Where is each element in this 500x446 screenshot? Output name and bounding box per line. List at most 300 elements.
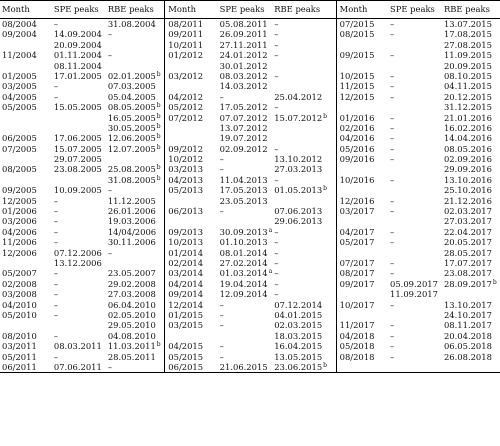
- rbe-peak-cell: [442, 362, 500, 373]
- cell-text: 16.02.2016: [443, 122, 492, 133]
- month-cell: [336, 279, 388, 289]
- cell-text: 11.04.2013: [219, 174, 268, 185]
- rbe-peak-cell: [106, 154, 165, 164]
- cell-text: –: [53, 81, 59, 92]
- spe-peak-cell: [52, 331, 106, 341]
- month-cell: [165, 352, 218, 362]
- cell-text: 15.07.2005: [53, 143, 102, 154]
- month-cell: [336, 216, 388, 226]
- spe-peak-cell: [218, 102, 273, 112]
- cell-text: 11/2017: [339, 320, 375, 331]
- header-rbe-peaks: RBE peaks: [443, 4, 490, 14]
- month-cell: [336, 154, 388, 164]
- month-cell: [0, 144, 52, 154]
- rbe-peak-cell: [106, 19, 165, 30]
- cell-text: –: [53, 351, 59, 362]
- month-cell: [336, 61, 388, 71]
- spe-peak-cell: [52, 196, 106, 206]
- spe-peak-cell: [52, 289, 106, 299]
- table-row: [0, 123, 500, 133]
- cell-text: 23.05.2007: [107, 268, 156, 279]
- table-row: [0, 289, 500, 299]
- cell-text: 07.03.2005: [107, 81, 156, 92]
- month-cell: [165, 227, 218, 237]
- month-cell: [0, 362, 52, 373]
- spe-peak-cell: [388, 300, 442, 310]
- month-cell: [336, 123, 388, 133]
- spe-peak-cell: [388, 164, 442, 174]
- cell-text: –: [390, 154, 395, 165]
- footnote-marker: b: [492, 278, 497, 286]
- month-cell: [336, 320, 388, 330]
- rbe-peak-cell: [106, 268, 165, 278]
- spe-peak-cell: [218, 154, 273, 164]
- month-cell: [0, 113, 52, 123]
- spe-peak-cell: [52, 268, 106, 278]
- month-cell: [336, 237, 388, 247]
- cell-text: –: [219, 341, 224, 352]
- cell-text: 01.05.2013: [274, 185, 323, 196]
- cell-text: –: [390, 19, 395, 29]
- spe-peak-cell: [52, 341, 106, 351]
- cell-text: –: [390, 268, 395, 279]
- table-row: [0, 237, 500, 247]
- month-cell: [165, 40, 218, 50]
- cell-text: –: [274, 50, 279, 61]
- table-row: [0, 175, 500, 185]
- cell-text: –: [107, 50, 113, 61]
- rbe-peak-cell: [106, 227, 165, 237]
- cell-text: –: [390, 237, 395, 248]
- cell-text: 12/2014: [168, 299, 204, 310]
- cell-text: –: [107, 361, 113, 372]
- cell-text: –: [390, 91, 395, 102]
- cell-text: 08.05.2005: [107, 102, 156, 113]
- rbe-peak-cell: [442, 123, 500, 133]
- cell-text: –: [53, 268, 59, 279]
- rbe-peak-cell: [106, 258, 165, 268]
- month-cell: [336, 92, 388, 102]
- cell-text: 27.08.2015: [443, 39, 492, 50]
- cell-text: 08/2004: [2, 19, 37, 29]
- rbe-peak-cell: [272, 310, 336, 320]
- cell-text: –: [274, 143, 279, 154]
- spe-peak-cell: [388, 50, 442, 60]
- cell-text: 17.08.2015: [443, 29, 492, 40]
- cell-text: –: [274, 278, 279, 289]
- table-row: [0, 19, 500, 30]
- month-cell: [336, 352, 388, 362]
- cell-text: 05/2013: [168, 185, 204, 196]
- cell-text: 05.04.2005: [107, 91, 156, 102]
- month-cell: [336, 175, 388, 185]
- cell-text: –: [390, 330, 395, 341]
- month-cell: [165, 300, 218, 310]
- spe-peak-cell: [218, 164, 273, 174]
- rbe-peak-cell: [272, 320, 336, 330]
- table-row: [0, 133, 500, 143]
- cell-text: –: [274, 226, 279, 237]
- month-cell: [165, 196, 218, 206]
- cell-text: 19.03.2006: [107, 216, 156, 227]
- footnote-marker: a: [268, 268, 273, 276]
- cell-text: 06.05.2018: [443, 341, 492, 352]
- cell-text: 09/2004: [2, 29, 37, 40]
- month-cell: [0, 185, 52, 195]
- cell-text: 11.09.2017: [390, 289, 438, 300]
- cell-text: 04/2012: [168, 91, 204, 102]
- cell-text: 14.03.2012: [219, 81, 268, 92]
- spe-peak-cell: [388, 258, 442, 268]
- cell-text: 20.05.2017: [443, 237, 492, 248]
- spe-peak-cell: [388, 71, 442, 81]
- cell-text: 31.08.2004: [107, 19, 156, 29]
- cell-text: 30.09.2013: [219, 226, 268, 237]
- month-cell: [0, 92, 52, 102]
- rbe-peak-cell: [442, 227, 500, 237]
- footnote-marker: b: [156, 112, 161, 120]
- cell-text: 08/2005: [2, 164, 37, 175]
- month-cell: [165, 258, 218, 268]
- month-cell: [336, 50, 388, 60]
- cell-text: –: [390, 341, 395, 352]
- spe-peak-cell: [388, 341, 442, 351]
- spe-peak-cell: [218, 81, 273, 91]
- spe-peak-cell: [52, 320, 106, 330]
- cell-text: 30.11.2006: [107, 237, 156, 248]
- rbe-peak-cell: [442, 248, 500, 258]
- spe-peak-cell: [218, 206, 273, 216]
- cell-text: –: [219, 299, 224, 310]
- cell-text: 04/2006: [2, 226, 37, 237]
- cell-text: 16.04.2015: [274, 341, 323, 352]
- month-cell: [165, 133, 218, 143]
- rbe-peak-cell: [272, 164, 336, 174]
- cell-text: 26.01.2006: [107, 206, 156, 217]
- rbe-peak-cell: [106, 300, 165, 310]
- rbe-peak-cell: [442, 185, 500, 195]
- rbe-peak-cell: [106, 331, 165, 341]
- cell-text: –: [53, 289, 59, 300]
- spe-peak-cell: [218, 196, 273, 206]
- cell-text: 28.05.2011: [107, 351, 156, 362]
- cell-text: 01.10.2013: [219, 237, 268, 248]
- cell-text: –: [219, 164, 224, 175]
- table-row: [0, 206, 500, 216]
- cell-text: –: [390, 122, 395, 133]
- footnote-marker: b: [156, 174, 161, 182]
- cell-text: 23.06.2015: [274, 361, 323, 372]
- cell-text: 05/2005: [2, 102, 37, 113]
- cell-text: –: [274, 247, 279, 258]
- cell-text: 01/2012: [168, 50, 204, 61]
- spe-peak-cell: [218, 289, 273, 299]
- rbe-peak-cell: [272, 61, 336, 71]
- rbe-peak-cell: [272, 300, 336, 310]
- cell-text: 11.12.2005: [107, 195, 156, 206]
- rbe-peak-cell: [272, 341, 336, 351]
- month-cell: [336, 71, 388, 81]
- cell-text: 27.03.2013: [274, 164, 323, 175]
- cell-text: –: [390, 70, 395, 81]
- cell-text: 08.05.2016: [443, 143, 492, 154]
- table-row: [0, 320, 500, 330]
- rbe-peak-cell: [272, 92, 336, 102]
- cell-text: 13.07.2012: [219, 122, 268, 133]
- spe-peak-cell: [52, 279, 106, 289]
- cell-text: –: [390, 143, 395, 154]
- cell-text: 29.06.2013: [274, 216, 323, 227]
- month-cell: [336, 81, 388, 91]
- month-cell: [336, 268, 388, 278]
- month-cell: [336, 113, 388, 123]
- spe-peak-cell: [388, 362, 442, 373]
- cell-text: 11/2015: [339, 81, 375, 92]
- rbe-peak-cell: [106, 341, 165, 351]
- spe-peak-cell: [218, 185, 273, 195]
- rbe-peak-cell: [106, 216, 165, 226]
- month-cell: [336, 300, 388, 310]
- footnote-marker: b: [323, 112, 327, 120]
- spe-peak-cell: [52, 123, 106, 133]
- cell-text: 06/2005: [2, 133, 37, 144]
- cell-text: –: [53, 278, 59, 289]
- month-cell: [0, 50, 52, 60]
- cell-text: 04.08.2010: [107, 330, 156, 341]
- month-cell: [165, 144, 218, 154]
- cell-text: –: [53, 216, 59, 227]
- spe-peak-cell: [388, 133, 442, 143]
- table-body: [0, 19, 500, 373]
- cell-text: 29.07.2005: [53, 154, 102, 165]
- rbe-peak-cell: [442, 102, 500, 112]
- month-cell: [0, 154, 52, 164]
- cell-text: 04.11.2015: [443, 81, 492, 92]
- cell-text: –: [219, 206, 224, 217]
- cell-text: 25.04.2012: [274, 91, 323, 102]
- rbe-peak-cell: [442, 81, 500, 91]
- spe-peak-cell: [52, 102, 106, 112]
- rbe-peak-cell: [106, 50, 165, 60]
- month-cell: [165, 206, 218, 216]
- cell-text: 12/2005: [2, 195, 37, 206]
- month-cell: [165, 279, 218, 289]
- rbe-peak-cell: [442, 216, 500, 226]
- month-cell: [165, 154, 218, 164]
- cell-text: –: [219, 91, 224, 102]
- spe-peak-cell: [218, 268, 273, 278]
- month-cell: [336, 133, 388, 143]
- spe-peak-cell: [52, 50, 106, 60]
- month-cell: [0, 279, 52, 289]
- rbe-peak-cell: [272, 185, 336, 195]
- rbe-peak-cell: [272, 279, 336, 289]
- spe-peak-cell: [52, 154, 106, 164]
- spe-peak-cell: [388, 320, 442, 330]
- cell-text: –: [390, 226, 395, 237]
- spe-peak-cell: [218, 248, 273, 258]
- cell-text: 09/2015: [339, 50, 375, 61]
- month-cell: [165, 164, 218, 174]
- spe-peak-cell: [218, 19, 273, 30]
- cell-text: 14.09.2004: [53, 29, 102, 40]
- cell-text: 24.01.2012: [219, 50, 268, 61]
- cell-text: 05/2016: [339, 143, 375, 154]
- rbe-peak-cell: [442, 19, 500, 30]
- cell-text: 21.06.2015: [219, 361, 268, 372]
- cell-text: 23.08.2017: [443, 268, 492, 279]
- header-rbe-peaks: RBE peaks: [107, 4, 154, 14]
- cell-text: 02/2014: [168, 257, 204, 268]
- cell-text: –: [107, 29, 113, 40]
- rbe-peak-cell: [106, 102, 165, 112]
- cell-text: 02/2016: [339, 122, 375, 133]
- cell-text: 05/2011: [2, 351, 37, 362]
- month-cell: [165, 289, 218, 299]
- rbe-peak-cell: [442, 133, 500, 143]
- rbe-peak-cell: [106, 113, 165, 123]
- rbe-peak-cell: [442, 144, 500, 154]
- spe-peak-cell: [52, 144, 106, 154]
- month-cell: [165, 29, 218, 39]
- cell-text: 18.03.2015: [274, 330, 323, 341]
- cell-text: 30.05.2005: [107, 122, 156, 133]
- table-row: [0, 331, 500, 341]
- cell-text: 10/2016: [339, 174, 375, 185]
- cell-text: 12/2015: [339, 91, 375, 102]
- cell-text: 08.10.2015: [443, 70, 492, 81]
- spe-peak-cell: [52, 164, 106, 174]
- spe-peak-cell: [52, 300, 106, 310]
- cell-text: –: [53, 19, 59, 29]
- cell-text: –: [390, 299, 395, 310]
- spe-peak-cell: [218, 237, 273, 247]
- rbe-peak-cell: [106, 144, 165, 154]
- spe-peak-cell: [388, 279, 442, 289]
- month-cell: [0, 352, 52, 362]
- spe-peak-cell: [52, 29, 106, 39]
- cell-text: –: [274, 289, 279, 300]
- cell-text: 08.01.2014: [219, 247, 268, 258]
- cell-text: 29.02.2008: [107, 278, 156, 289]
- spe-peak-cell: [388, 154, 442, 164]
- cell-text: –: [390, 195, 395, 206]
- month-cell: [165, 310, 218, 320]
- cell-text: –: [390, 206, 395, 217]
- month-cell: [0, 310, 52, 320]
- rbe-peak-cell: [442, 196, 500, 206]
- rbe-peak-cell: [272, 175, 336, 185]
- cell-text: –: [390, 257, 395, 268]
- table-row: [0, 300, 500, 310]
- cell-text: 06/2011: [2, 361, 37, 372]
- rbe-peak-cell: [106, 185, 165, 195]
- cell-text: –: [219, 351, 224, 362]
- cell-text: 02.03.2015: [274, 320, 323, 331]
- cell-text: 04/2018: [339, 330, 375, 341]
- spe-peak-cell: [388, 268, 442, 278]
- rbe-peak-cell: [272, 19, 336, 30]
- spe-peak-cell: [52, 258, 106, 268]
- rbe-peak-cell: [442, 29, 500, 39]
- cell-text: 11/2004: [2, 50, 37, 61]
- cell-text: 09/2016: [339, 154, 375, 165]
- cell-text: 01/2006: [2, 206, 37, 217]
- cell-text: –: [53, 206, 59, 217]
- rbe-peak-cell: [272, 196, 336, 206]
- rbe-peak-cell: [106, 40, 165, 50]
- spe-peak-cell: [52, 133, 106, 143]
- rbe-peak-cell: [106, 362, 165, 373]
- month-cell: [336, 185, 388, 195]
- cell-text: 03/2006: [2, 216, 37, 227]
- month-cell: [165, 92, 218, 102]
- month-cell: [336, 196, 388, 206]
- cell-text: –: [390, 29, 395, 40]
- month-cell: [0, 133, 52, 143]
- rbe-peak-cell: [106, 320, 165, 330]
- header-rbe-peaks: RBE peaks: [274, 4, 321, 14]
- rbe-peak-cell: [272, 133, 336, 143]
- cell-text: 30.01.2012: [219, 60, 268, 71]
- header-spe-peaks: SPE peaks: [219, 4, 265, 14]
- cell-text: –: [390, 50, 395, 61]
- rbe-peak-cell: [442, 237, 500, 247]
- cell-text: 05/2012: [168, 102, 204, 113]
- table-row: [0, 362, 500, 373]
- table-row: [0, 113, 500, 123]
- spe-peak-cell: [52, 237, 106, 247]
- cell-text: 09/2014: [168, 289, 204, 300]
- table-row: [0, 258, 500, 268]
- cell-text: –: [390, 174, 395, 185]
- spe-peak-cell: [388, 352, 442, 362]
- spe-peak-cell: [52, 71, 106, 81]
- cell-text: 07.06.2011: [53, 361, 102, 372]
- rbe-peak-cell: [106, 310, 165, 320]
- rbe-peak-cell: [106, 175, 165, 185]
- spe-peak-cell: [52, 352, 106, 362]
- cell-text: 12.09.2014: [219, 289, 268, 300]
- cell-text: –: [274, 39, 279, 50]
- footnote-marker: b: [156, 70, 161, 78]
- spe-peak-cell: [52, 206, 106, 216]
- cell-text: 28.09.2017: [443, 278, 492, 289]
- rbe-peak-cell: [272, 40, 336, 50]
- spe-peak-cell: [218, 175, 273, 185]
- cell-text: –: [390, 133, 395, 144]
- cell-text: 05/2017: [339, 237, 375, 248]
- cell-text: 07/2015: [339, 19, 375, 29]
- cell-text: 27.02.2014: [219, 257, 268, 268]
- rbe-peak-cell: [272, 362, 336, 373]
- spe-peak-cell: [218, 123, 273, 133]
- month-cell: [336, 227, 388, 237]
- rbe-peak-cell: [106, 237, 165, 247]
- rbe-peak-cell: [442, 320, 500, 330]
- rbe-peak-cell: [272, 29, 336, 39]
- cell-text: 03/2005: [2, 81, 37, 92]
- month-cell: [0, 175, 52, 185]
- month-cell: [336, 144, 388, 154]
- spe-peak-cell: [52, 92, 106, 102]
- spe-peak-cell: [218, 258, 273, 268]
- cell-text: –: [219, 309, 224, 320]
- cell-text: 02/2008: [2, 278, 37, 289]
- cell-text: 26.09.2011: [219, 29, 268, 40]
- cell-text: 27.03.2008: [107, 289, 156, 300]
- cell-text: 13.10.2016: [443, 174, 492, 185]
